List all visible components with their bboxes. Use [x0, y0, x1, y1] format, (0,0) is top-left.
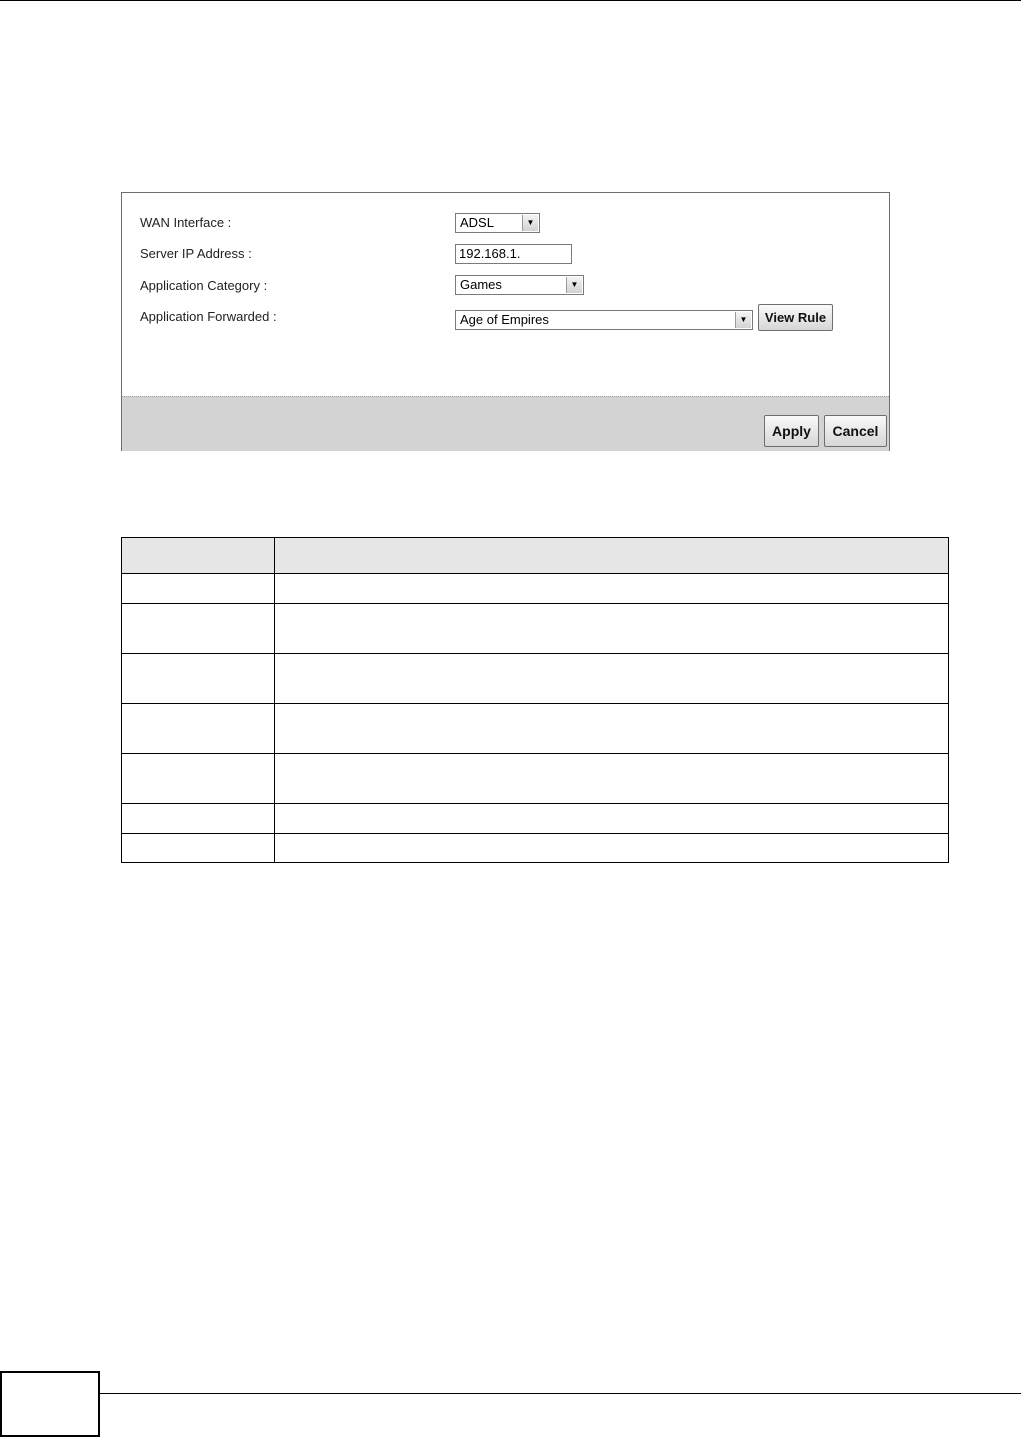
table-cell — [275, 754, 949, 804]
table-cell — [122, 604, 275, 654]
header-rule — [0, 0, 1021, 1]
field-description-table — [121, 537, 949, 863]
wan-interface-value: ADSL — [460, 215, 494, 230]
table-header-cell — [122, 538, 275, 574]
table-cell — [275, 574, 949, 604]
table-header-row — [122, 538, 949, 574]
application-category-select[interactable] — [455, 275, 584, 295]
footer-rule — [0, 1393, 1021, 1394]
chevron-down-icon: ▼ — [566, 277, 582, 293]
table-cell — [275, 704, 949, 754]
table-row — [122, 704, 949, 754]
wan-interface-select[interactable] — [455, 213, 540, 233]
wan-interface-label: WAN Interface : — [140, 215, 232, 230]
table-cell — [275, 654, 949, 704]
table-cell — [122, 754, 275, 804]
application-category-label: Application Category : — [140, 278, 268, 293]
table-cell — [275, 834, 949, 863]
table-row — [122, 574, 949, 604]
chevron-down-icon: ▼ — [735, 312, 751, 328]
table-cell — [122, 654, 275, 704]
table-row — [122, 654, 949, 704]
table-row — [122, 604, 949, 654]
table-cell — [122, 704, 275, 754]
server-ip-label: Server IP Address : — [140, 246, 252, 261]
application-forwarded-label: Application Forwarded : — [140, 309, 277, 324]
cancel-button[interactable]: Cancel — [824, 415, 887, 447]
view-rule-button[interactable]: View Rule — [758, 304, 833, 331]
application-forwarded-select[interactable] — [455, 310, 753, 330]
application-forwarded-value: Age of Empires — [460, 312, 549, 327]
table-cell — [122, 804, 275, 834]
page-number-box — [0, 1371, 100, 1437]
application-category-value: Games — [460, 277, 502, 292]
table-cell — [122, 574, 275, 604]
table-cell — [275, 604, 949, 654]
application-forwarding-panel — [121, 192, 890, 451]
table-cell — [275, 804, 949, 834]
table-header-cell — [275, 538, 949, 574]
table-row — [122, 834, 949, 863]
apply-button[interactable]: Apply — [764, 415, 819, 447]
table-row — [122, 804, 949, 834]
table-cell — [122, 834, 275, 863]
server-ip-value: 192.168.1. — [459, 246, 521, 261]
table-row — [122, 754, 949, 804]
chevron-down-icon: ▼ — [522, 215, 538, 231]
server-ip-input[interactable] — [455, 244, 572, 264]
button-bar — [122, 396, 889, 451]
